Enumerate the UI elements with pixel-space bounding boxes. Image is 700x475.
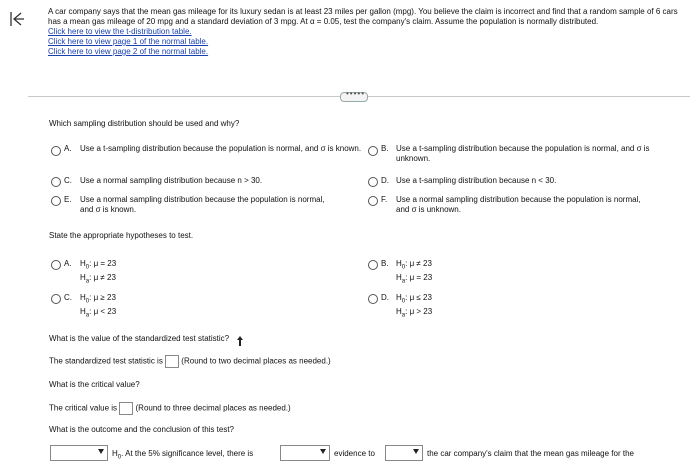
expand-button[interactable] xyxy=(340,89,368,102)
q3-prompt: What is the value of the standardized test statistic? xyxy=(49,334,230,343)
t-table-link[interactable]: Click here to view the t-distribution table. xyxy=(48,27,192,36)
q2-radio-c[interactable] xyxy=(51,294,61,304)
q2-b-h0: μ ≠ 23 xyxy=(409,259,432,268)
q2-a-ha: μ ≠ 23 xyxy=(93,272,116,282)
q1-option-a: Use a t-sampling distribution because the population is normal, and σ is known. xyxy=(80,144,362,153)
q1-radio-f[interactable] xyxy=(368,196,378,206)
q4-after: (Round to three decimal places as needed.) xyxy=(135,403,291,413)
normal-table-page2-link[interactable]: Click here to view page 2 of the normal table. xyxy=(48,47,209,56)
q1-letter-f: F. xyxy=(381,195,388,204)
q2-option-a: $H_0$: μ = 23 $H_a$: μ ≠ 23 xyxy=(80,259,117,285)
decision-dropdown[interactable] xyxy=(50,445,108,461)
q1-letter-c: C. xyxy=(64,176,72,185)
q1-option-c: Use a normal sampling distribution because n > 30. xyxy=(80,176,263,185)
q1-radio-a[interactable] xyxy=(51,146,61,156)
q2-letter-a: A. xyxy=(64,259,72,268)
chevron-down-icon xyxy=(413,449,419,454)
q2-c-ha: μ < 23 xyxy=(93,306,117,316)
q2-option-d: $H_0$: μ ≤ 23 $H_a$: μ > 23 xyxy=(396,293,433,319)
q2-d-ha: μ > 23 xyxy=(409,306,433,316)
pointer-cursor-icon xyxy=(237,336,243,346)
q4-answer-row xyxy=(49,402,291,415)
q1-radio-e[interactable] xyxy=(51,196,61,206)
q1-letter-b: B. xyxy=(381,144,389,153)
q3-answer-row xyxy=(49,355,331,368)
q4-prompt: What is the critical value? xyxy=(49,380,140,389)
q1-option-e: Use a normal sampling distribution because the population is normal, and σ is known. xyxy=(80,195,325,214)
q1-option-f: Use a normal sampling distribution because the population is normal, and σ is unknown. xyxy=(396,195,641,214)
q2-prompt: State the appropriate hypotheses to test. xyxy=(49,231,194,240)
q3-before: The standardized test statistic is xyxy=(49,356,163,366)
q5-tail: the car company's claim that the mean gas mileage for the xyxy=(427,449,634,458)
q2-a-h0: μ = 23 xyxy=(93,259,117,268)
back-arrow-icon[interactable] xyxy=(8,10,26,28)
q1-letter-e: E. xyxy=(64,195,72,204)
q2-letter-d: D. xyxy=(381,293,389,302)
q5-mid: At the 5% significance level, there is xyxy=(125,449,254,458)
q5-evidence: evidence to xyxy=(334,449,375,458)
q4-before: The critical value is xyxy=(49,403,118,413)
action-dropdown[interactable] xyxy=(385,445,423,461)
q2-option-b: $H_0$: μ ≠ 23 $H_a$: μ = 23 xyxy=(396,259,433,285)
q1-radio-d[interactable] xyxy=(368,177,378,187)
q2-letter-b: B. xyxy=(381,259,389,268)
q2-b-ha: μ = 23 xyxy=(409,272,433,282)
normal-table-page1-link[interactable]: Click here to view page 1 of the normal table. xyxy=(48,37,209,46)
q5-prompt: What is the outcome and the conclusion of this test? xyxy=(49,425,234,434)
q2-c-h0: μ ≥ 23 xyxy=(93,293,116,302)
critical-value-input[interactable] xyxy=(119,402,133,415)
q2-radio-d[interactable] xyxy=(368,294,378,304)
q1-letter-d: D. xyxy=(381,176,389,185)
q2-letter-c: C. xyxy=(64,293,72,302)
q1-radio-b[interactable] xyxy=(368,146,378,156)
evidence-dropdown[interactable] xyxy=(280,445,330,461)
test-statistic-input[interactable] xyxy=(165,355,179,368)
q1-option-b: Use a t-sampling distribution because the population is normal, and σ is unknown. xyxy=(396,144,650,163)
q1-option-d: Use a t-sampling distribution because n < 30. xyxy=(396,176,557,185)
q2-radio-b[interactable] xyxy=(368,260,378,270)
q2-d-h0: μ ≤ 23 xyxy=(409,293,432,302)
chevron-down-icon xyxy=(98,449,104,454)
q1-prompt: Which sampling distribution should be used and why? xyxy=(49,119,240,128)
problem-statement xyxy=(48,7,688,57)
problem-text: A car company says that the mean gas mileage for its luxury sedan is at least 23 miles per gallon (mpg). You believe the claim is incorrect and find that a random sample of 6 cars has a mean gas mileage of 20 mpg and a standard deviation of 3 mpg. At α = 0.05, test the company's claim. Assume the population is normally distributed. xyxy=(48,7,678,26)
q1-letter-a: A. xyxy=(64,144,72,153)
q2-radio-a[interactable] xyxy=(51,260,61,270)
q2-option-c: $H_0$: μ ≥ 23 $H_a$: μ < 23 xyxy=(80,293,117,319)
q1-radio-c[interactable] xyxy=(51,177,61,187)
chevron-down-icon xyxy=(320,449,326,454)
q5-mid-text: $H_0$. At the 5% significance level, there is xyxy=(112,449,254,461)
q3-after: (Round to two decimal places as needed.) xyxy=(181,356,331,366)
expand-label: ••••• xyxy=(346,89,366,98)
